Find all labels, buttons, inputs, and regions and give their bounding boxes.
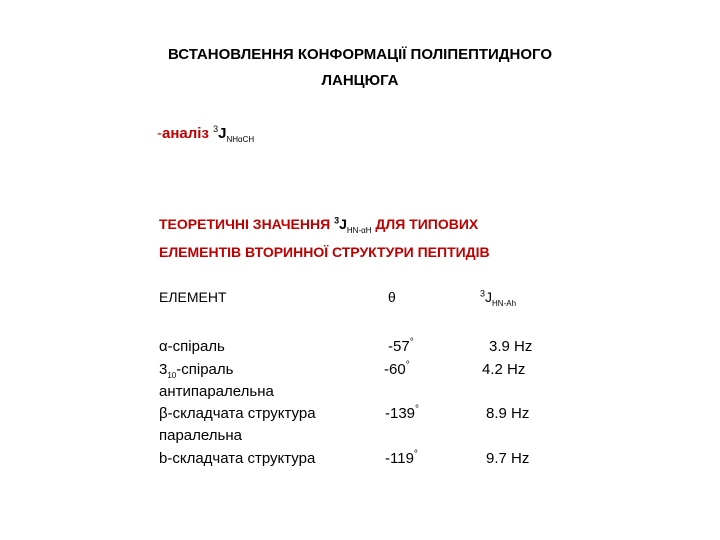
table-row-3-theta-value: -139 [385,405,416,422]
col-header-j [480,288,517,308]
theory-heading-sup: 3 [334,215,340,226]
theory-heading-sub: HN-αH [346,225,372,235]
col-header-j-letter: J [485,289,493,305]
table-row-3-deg: ° [415,404,420,415]
analysis-j: J [218,125,227,142]
table-row-2-theta-value: -60 [384,361,406,378]
table-row-3-theta [385,405,419,422]
table-row-2-element [159,361,233,378]
table-row-4-theta [385,450,418,467]
analysis-text: аналіз [162,125,209,142]
table-row-2-theta [384,361,410,378]
page-title-line1: ВСТАНОВЛЕННЯ КОНФОРМАЦІЇ ПОЛІПЕПТИДНОГО [167,46,552,63]
table-row-2-j: 4.2 Hz [482,361,526,378]
theory-heading-b: ДЛЯ ТИПОВИХ [375,216,479,232]
table-row-2-element-b: -спіраль [176,361,234,378]
table-row-2-element-a: 3 [159,361,168,378]
table-row-2-element-sub: 10 [167,371,177,380]
table-row-4-j: 9.7 Hz [486,450,530,467]
theory-heading-j: J [339,216,347,232]
table-row-1-element: α-спіраль [159,338,225,355]
table-row-1-theta [388,338,414,355]
table-row-1-j: 3.9 Hz [489,338,533,355]
col-header-theta: θ [388,289,396,305]
page-title-line2: ЛАНЦЮГА [321,72,399,89]
table-row-4-deg: ° [413,449,418,460]
col-header-j-sup: 3 [480,288,486,299]
table-row-4-theta-value: -119 [385,450,414,467]
theory-heading-a: ТЕОРЕТИЧНІ ЗНАЧЕННЯ [159,216,331,232]
theory-heading-line1 [159,215,479,235]
theory-heading-line2: ЕЛЕМЕНТІВ ВТОРИННОЇ СТРУКТУРИ ПЕПТИДІВ [159,244,490,260]
col-header-element: ЕЛЕМЕНТ [159,289,227,305]
analysis-sub: NHαCH [226,135,255,144]
table-row-4-element-line1: паралельна [159,427,242,444]
table-row-3-element-line2: β-складчата структура [159,405,316,422]
analysis-line [157,125,254,142]
analysis-sup: 3 [213,124,219,134]
table-row-4-element-line2: b-складчата структура [159,450,316,467]
analysis-prefix: - [157,125,162,142]
table-row-1-theta-value: -57 [388,338,410,355]
table-row-1-deg: ° [409,337,414,348]
col-header-j-sub: HN-Ah [492,298,517,308]
table-row-3-j: 8.9 Hz [486,405,530,422]
table-row-3-element-line1: антипаралельна [159,383,274,400]
table-row-2-deg: ° [405,360,410,371]
